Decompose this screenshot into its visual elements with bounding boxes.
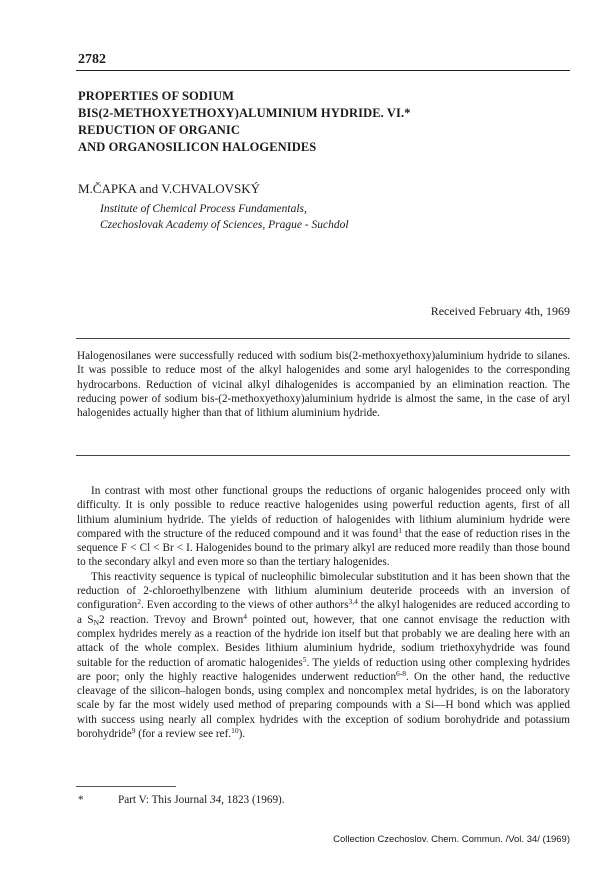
- authors: M.ČAPKA and V.CHVALOVSKÝ: [78, 181, 261, 196]
- ref-2: 2: [137, 597, 142, 607]
- p2-text-a: This reactivity sequence is typical of nucleophilic bimolecular substitution and it has been shown that the reduction of 2-chloroethylbenzene with lithium aluminium deuteride proceeds with an inversion of configuration: [77, 570, 570, 612]
- footnote-mark: *: [78, 794, 84, 806]
- p2-text-h: (for a review see ref.: [135, 728, 232, 741]
- abstract-rule-bottom: [76, 455, 570, 456]
- abstract: Halogenosilanes were successfully reduced with sodium bis(2-methoxyethoxy)aluminium hydride to silanes. It was possible to reduce most of the alkyl halogenides and some aryl halogenides to the corresponding hydrocarbons. Reduction of vicinal alkyl dihalogenides is accompanied by an elimination reaction. The reducing power of sodium bis-(2-methoxyethoxy)aluminium hydride is almost the same, in the case of aryl halogenides actually higher than that of lithium aluminium hydride.: [77, 350, 570, 420]
- ref-10: 10: [231, 726, 239, 736]
- affiliation-line-2: Czechoslovak Academy of Sciences, Prague - Suchdol: [100, 219, 349, 231]
- footnote-text-a: Part V: This Journal: [118, 794, 210, 806]
- ref-4: 4: [243, 611, 248, 621]
- ref-6-8: 6-8: [396, 668, 407, 678]
- p2-text-i: ).: [238, 728, 246, 741]
- p1-text-b: that the ease of reduction rises in the sequence F < Cl < Br < I. Halogenides bound to the primary alkyl are reduced more readily than those bound to the secondary alkyl and even more so than the tertiary halogenides.: [77, 527, 570, 569]
- received-date: Received February 4th, 1969: [430, 304, 570, 318]
- ref-1: 1: [398, 525, 402, 535]
- affiliation-line-1: Institute of Chemical Process Fundamentals,: [100, 203, 307, 215]
- title-line-3: REDUCTION OF ORGANIC: [78, 123, 240, 137]
- body-text: [77, 484, 570, 741]
- p2-text-d: 2 reaction. Trevoy and Brown: [99, 613, 244, 626]
- title-line-1: PROPERTIES OF SODIUM: [78, 89, 234, 103]
- journal-footer: Collection Czechoslov. Chem. Commun. /Vol. 34/ (1969): [333, 834, 570, 845]
- header-rule: [76, 70, 570, 71]
- p2-text-g: . On the other hand, the reductive cleavage of the silicon–halogen bonds, using complex and noncomplex metal hydrides, is on the laboratory scale by far the most widely used method of preparing compounds with a Si—H bond which was applied with success using nearly all complex hydrides with the exception of sodium borohydride and potassium borohydride: [77, 670, 570, 741]
- ref-5: 5: [302, 654, 307, 664]
- footnote: [78, 794, 285, 806]
- affiliation: [100, 201, 349, 233]
- p2-text-c: the alkyl halogenides are reduced according to a S: [77, 599, 571, 626]
- paragraph-2: [77, 570, 570, 742]
- abstract-rule-top: [76, 338, 570, 339]
- p2-text-b: . Even according to the views of other authors: [141, 599, 349, 612]
- page-number: 2782: [78, 52, 106, 67]
- p2-text-f: . The yields of reduction using other complexing hydrides are poor; only the highly reactive halogenides underwent reduction: [77, 656, 570, 683]
- subscript-n: N: [93, 617, 99, 627]
- p1-text-a: In contrast with most other functional groups the reductions of organic halogenides proceed only with difficulty. It is only possible to reduce reactive halogenides using powerful reduction agents, first of all lithium aluminium hydride. The yields of reduction of halogenides with lithium aluminium hydride were compared with the structure of the reduced compound and it was found: [77, 485, 570, 540]
- ref-9: 9: [131, 726, 136, 736]
- title-line-4: AND ORGANOSILICON HALOGENIDES: [78, 140, 317, 154]
- ref-3-4: 3,4: [348, 597, 358, 607]
- p2-text-e: pointed out, however, that one cannot envisage the reduction with complex hydrides merely as a reaction of the hydride ion itself but that probably we are dealing here with an attack of the whole complex. Besides lithium aluminium hydride, sodium triethoxyhydride was found suitable for the reduction of aromatic halogenides: [77, 613, 571, 669]
- footnote-text-b: , 1823 (1969).: [221, 794, 285, 806]
- footnote-rule: [76, 786, 176, 787]
- footnote-volume: 34: [209, 794, 222, 806]
- article-title: [78, 88, 411, 156]
- title-line-2: BIS(2-METHOXYETHOXY)ALUMINIUM HYDRIDE. VI.*: [78, 106, 411, 120]
- paragraph-1: [77, 484, 570, 570]
